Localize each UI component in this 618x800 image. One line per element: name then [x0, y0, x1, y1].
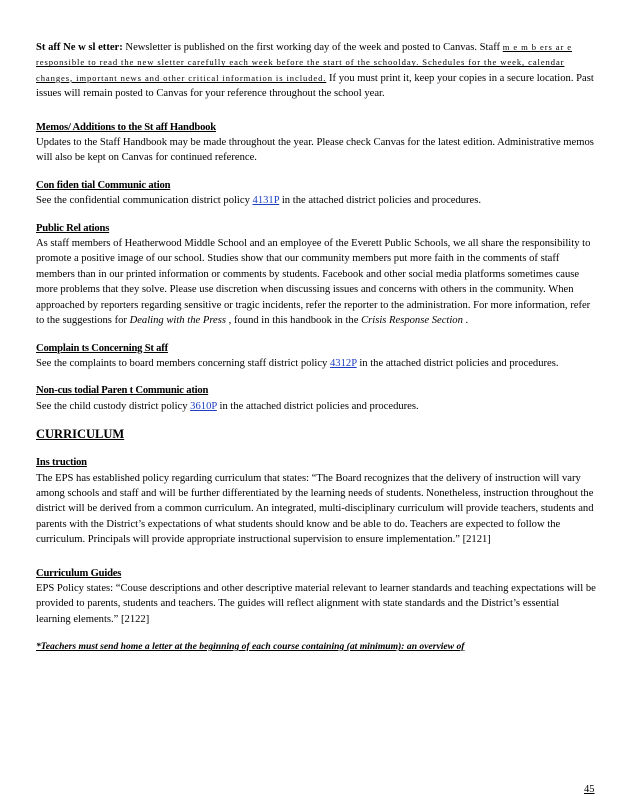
teachers-note-line — [36, 639, 596, 654]
instruction-section — [36, 455, 596, 547]
complaints-heading: Complain ts Concerning St aff — [36, 342, 168, 354]
noncustodial-section — [36, 383, 596, 414]
newsletter-label: St aff Ne w sl etter: — [36, 42, 123, 53]
noncustodial-text-before: See the child custody district policy — [36, 400, 191, 412]
document-page — [36, 40, 596, 655]
pr-text-end: . — [462, 315, 469, 327]
guides-heading: Curriculum Guides — [36, 567, 122, 579]
public-relations-body — [36, 236, 596, 328]
curriculum-heading: CURRICULUM — [36, 427, 125, 442]
pr-crisis-response: Crisis Response Section — [361, 315, 463, 327]
policy-3610p-link[interactable]: 3610P — [190, 400, 217, 412]
public-relations-section — [36, 221, 596, 329]
confidential-text-before: See the confidential communication district policy — [36, 195, 253, 207]
noncustodial-body — [36, 399, 596, 414]
public-relations-heading: Public Rel ations — [36, 222, 110, 234]
noncustodial-heading: Non-cus todial Paren t Communic ation — [36, 385, 209, 397]
guides-section — [36, 566, 596, 628]
newsletter-underlined-text: m e m b ers ar e responsible to read the new sletter carefully each week before the start of the schoolday. Schedules for the week, calendar changes, important news and other critical information is included. — [36, 42, 573, 83]
complaints-text-after: in the attached district policies and procedures. — [356, 357, 559, 369]
memos-body: Updates to the Staff Handbook may be made throughout the year. Please check Canvas for the latest edition. Administrative memos will also be kept on Canvas for continued reference. — [36, 137, 594, 164]
policy-4312p-link[interactable]: 4312P — [330, 357, 357, 369]
newsletter-paragraph — [36, 40, 596, 102]
complaints-text-before: See the complaints to board members concerning staff district policy — [36, 357, 330, 369]
newsletter-text-2: If you must print it, keep your copies in a secure location. Past issues will remain posted to Canvas for your reference throughout the school year. — [36, 72, 594, 100]
confidential-section — [36, 178, 596, 209]
pr-dealing-with-press: Dealing with the Press — [129, 315, 226, 327]
policy-4131p-link[interactable]: 4131P — [252, 195, 280, 207]
noncustodial-text-after: in the attached district policies and procedures. — [216, 400, 419, 412]
complaints-body — [36, 356, 596, 371]
page-number: 45 — [584, 784, 595, 795]
newsletter-text-1: Newsletter is published on the first working day of the week and posted to Canvas. Staff — [122, 42, 501, 53]
pr-text-before: As staff members of Heatherwood Middle School and an employee of the Everett Public Schools, we all share the responsibility to promote a positive image of our school. Studies show that our community members put more faith in the comments of staff members than in our printed information or comments by students. Facebook and other social media platforms sometimes cause more problems that they solve. Please use discretion when discussing issues and concerns with others in the community. When approached by reporters regarding sensitive or tragic incidents, refer the reporter to the administration. For more information, refer to the suggestions for — [36, 238, 591, 327]
memos-section — [36, 120, 596, 166]
confidential-body — [36, 193, 596, 208]
memos-heading: Memos/ Additions to the St aff Handbook — [36, 121, 216, 133]
confidential-heading: Con fiden tial Communic ation — [36, 179, 171, 191]
instruction-body: The EPS has established policy regarding curriculum that states: “The Board recognizes that the delivery of instruction will vary among schools and staff and will be further differentiated by the learning needs of students. Nonetheless, instruction throughout the district will be derived from a common curriculum. An integrated, multi-disciplinary curriculum will provide teachers, students and parents with the District’s expectations of what students should know and be able to do. Teachers are expected to follow the curriculum. Principals will provide appropriate instructional supervision to ensure implementation.” [2121] — [36, 472, 594, 546]
complaints-section — [36, 341, 596, 372]
guides-body: EPS Policy states: “Couse descriptions and other descriptive material relevant to learner standards and teaching expectations will be provided to parents, students and teachers. The guides will reflect alignment with state standards and the District’s essential learning elements.” [2122] — [36, 582, 596, 625]
instruction-heading: Ins truction — [36, 457, 87, 469]
teachers-note: *Teachers must send home a letter at the beginning of each course containing (at minimum): an overview of — [36, 641, 465, 653]
confidential-text-after: in the attached district policies and procedures. — [279, 195, 482, 207]
pr-text-mid: , found in this handbook in the — [226, 315, 362, 327]
